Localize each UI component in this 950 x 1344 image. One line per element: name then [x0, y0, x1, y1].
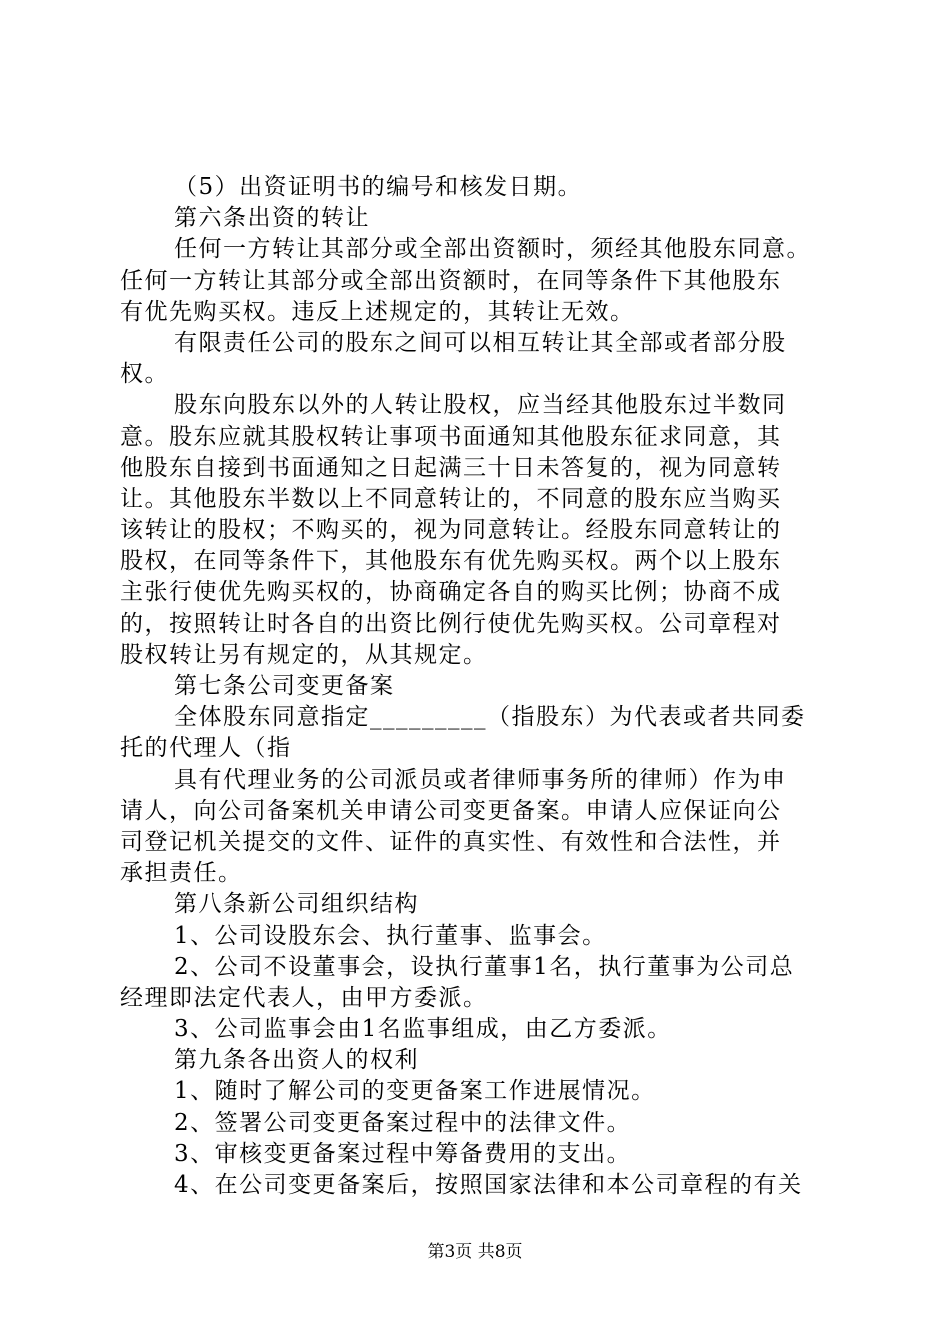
text-line: 意。股东应就其股权转让事项书面通知其他股东征求同意，其	[120, 423, 782, 450]
page-footer: 第3页 共8页	[427, 1242, 523, 1262]
document-body	[120, 172, 832, 1201]
text-line: 3、审核变更备案过程中筹备费用的支出。	[174, 1140, 632, 1167]
text-line: 4、在公司变更备案后，按照国家法律和本公司章程的有关	[174, 1172, 803, 1198]
text-line: 股权，在同等条件下，其他股东有优先购买权。两个以上股东	[120, 548, 782, 575]
text-line: 1、公司设股东会、执行董事、监事会。	[174, 922, 607, 949]
text-line: 承担责任。	[120, 860, 243, 887]
text-line: 具有代理业务的公司派员或者律师事务所的律师）作为申	[174, 766, 787, 793]
text-line: 主张行使优先购买权的，协商确定各自的购买比例；协商不成	[120, 579, 782, 606]
text-line: 让。其他股东半数以上不同意转让的，不同意的股东应当购买	[120, 485, 782, 512]
text-line: 2、签署公司变更备案过程中的法律文件。	[174, 1109, 632, 1136]
text-line: 任何一方转让其部分或全部出资额时，在同等条件下其他股东	[120, 267, 782, 294]
text-line: 权。	[120, 361, 169, 388]
text-line: （5）出资证明书的编号和核发日期。	[174, 174, 583, 200]
text-line: 请人，向公司备案机关申请公司变更备案。申请人应保证向公	[120, 797, 782, 824]
text-line: 有限责任公司的股东之间可以相互转让其全部或者部分股	[174, 329, 787, 356]
text-line: 第七条公司变更备案	[174, 673, 395, 699]
text-line: 他股东自接到书面通知之日起满三十日未答复的，视为同意转	[120, 454, 782, 481]
text-line: 全体股东同意指定_________（指股东）为代表或者共同委	[174, 704, 806, 731]
text-line: 股权转让另有规定的，从其规定。	[120, 641, 488, 668]
text-line: 第八条新公司组织结构	[174, 891, 419, 918]
text-line: 托的代理人（指	[120, 735, 292, 762]
text-line: 2、公司不设董事会，设执行董事1名，执行董事为公司总	[174, 953, 795, 980]
text-line: 股东向股东以外的人转让股权，应当经其他股东过半数同	[174, 392, 787, 419]
text-line: 任何一方转让其部分或全部出资额时，须经其他股东同意。	[174, 236, 811, 263]
text-line: 第九条各出资人的权利	[174, 1047, 419, 1074]
text-line: 有优先购买权。违反上述规定的，其转让无效。	[120, 298, 635, 325]
text-line: 第六条出资的转让	[174, 205, 370, 232]
text-line: 3、公司监事会由1名监事组成，由乙方委派。	[174, 1016, 672, 1043]
text-line: 该转让的股权；不购买的，视为同意转让。经股东同意转让的	[120, 517, 782, 544]
text-line: 1、随时了解公司的变更备案工作进展情况。	[174, 1078, 656, 1105]
text-line: 经理即法定代表人，由甲方委派。	[120, 984, 488, 1011]
text-line: 司登记机关提交的文件、证件的真实性、有效性和合法性，并	[120, 828, 782, 855]
text-line: 的，按照转让时各自的出资比例行使优先购买权。公司章程对	[120, 610, 782, 637]
